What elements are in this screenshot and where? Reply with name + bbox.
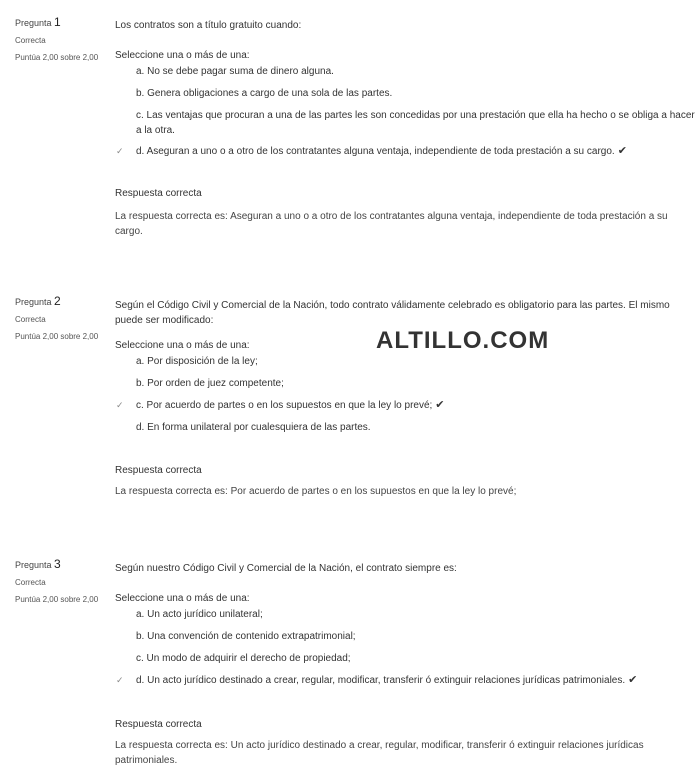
question-number-value: 1 <box>54 15 61 29</box>
answer-list <box>115 607 697 688</box>
question-number <box>15 294 105 309</box>
answer-text: b. Una convención de contenido extrapatrimonial; <box>136 631 356 642</box>
answer-option-c[interactable] <box>115 398 697 413</box>
answer-option-a[interactable] <box>115 607 697 622</box>
question-label: Pregunta <box>15 560 52 570</box>
feedback-title: Respuesta correcta <box>115 188 202 199</box>
answer-prompt: Seleccione una o más de una: <box>115 593 250 604</box>
answer-option-a[interactable] <box>115 64 697 79</box>
checkbox-checked-icon[interactable]: ✓ <box>116 675 124 685</box>
answer-text: a. Por disposición de la ley; <box>136 356 258 367</box>
answer-text: b. Por orden de juez competente; <box>136 378 284 389</box>
question-number <box>15 15 105 30</box>
answer-option-c[interactable] <box>115 651 697 666</box>
answer-option-d[interactable] <box>115 144 697 159</box>
answer-text: c. Por acuerdo de partes o en los supuestos en que la ley lo prevé; <box>136 400 433 411</box>
question-text: Según nuestro Código Civil y Comercial de la Nación, el contrato siempre es: <box>115 563 457 574</box>
answer-text: a. Un acto jurídico unilateral; <box>136 609 263 620</box>
checkbox-checked-icon[interactable]: ✓ <box>116 400 124 410</box>
answer-text: c. Las ventajas que procuran a una de las partes les son concedidas por una prestación que ella ha hecho o se obliga a hacer a la otra. <box>136 110 695 136</box>
correct-check-icon: ✔ <box>435 399 445 411</box>
question-grade: Puntúa 2,00 sobre 2,00 <box>15 332 99 341</box>
question-label: Pregunta <box>15 18 52 28</box>
feedback-text: La respuesta correcta es: Aseguran a uno o a otro de los contratantes alguna ventaja, independiente de toda prestación a su cargo. <box>115 211 668 237</box>
feedback-title: Respuesta correcta <box>115 465 202 476</box>
correct-check-icon: ✔ <box>617 145 627 157</box>
answer-text: a. No se debe pagar suma de dinero alguna. <box>136 66 334 77</box>
feedback-title: Respuesta correcta <box>115 719 202 730</box>
answer-option-b[interactable] <box>115 376 697 391</box>
watermark: ALTILLO.COM <box>376 327 550 354</box>
question-number-value: 2 <box>54 294 61 308</box>
question-number <box>15 557 105 572</box>
answer-prompt: Seleccione una o más de una: <box>115 50 250 61</box>
answer-text: b. Genera obligaciones a cargo de una sola de las partes. <box>136 88 393 99</box>
question-grade: Puntúa 2,00 sobre 2,00 <box>15 595 99 604</box>
answer-option-d[interactable] <box>115 420 697 435</box>
answer-prompt: Seleccione una o más de una: <box>115 340 250 351</box>
answer-list <box>115 64 697 159</box>
question-content <box>115 15 697 239</box>
answer-option-b[interactable] <box>115 86 697 101</box>
question-number-value: 3 <box>54 557 61 571</box>
feedback-text: La respuesta correcta es: Un acto jurídico destinado a crear, regular, modificar, transferir ó extinguir relaciones jurídicas patrimoniales. <box>115 740 644 766</box>
answer-text: d. En forma unilateral por cualesquiera de las partes. <box>136 422 371 433</box>
answer-option-d[interactable] <box>115 673 697 688</box>
correct-check-icon: ✔ <box>628 674 638 686</box>
question-info <box>15 557 105 605</box>
question-text: Según el Código Civil y Comercial de la Nación, todo contrato válidamente celebrado es obligatorio para las partes. El mismo puede ser modificado: <box>115 300 670 326</box>
answer-option-c[interactable] <box>115 108 697 138</box>
question-info <box>15 15 105 63</box>
question-content <box>115 557 697 768</box>
answer-text: c. Un modo de adquirir el derecho de propiedad; <box>136 653 351 664</box>
checkbox-checked-icon[interactable]: ✓ <box>116 146 124 156</box>
answer-option-a[interactable] <box>115 354 697 369</box>
answer-text: d. Aseguran a uno o a otro de los contratantes alguna ventaja, independiente de toda prestación a su cargo. <box>136 146 615 157</box>
answer-list <box>115 354 697 435</box>
question-state: Correcta <box>15 36 46 45</box>
question-text: Los contratos son a título gratuito cuando: <box>115 20 302 31</box>
answer-text: d. Un acto jurídico destinado a crear, regular, modificar, transferir ó extinguir relaciones jurídicas patrimoniales. <box>136 675 626 686</box>
question-state: Correcta <box>15 315 46 324</box>
question-content <box>115 294 697 499</box>
feedback-text: La respuesta correcta es: Por acuerdo de partes o en los supuestos en que la ley lo prevé; <box>115 486 517 497</box>
question-state: Correcta <box>15 578 46 587</box>
question-info <box>15 294 105 342</box>
question-grade: Puntúa 2,00 sobre 2,00 <box>15 53 99 62</box>
question-label: Pregunta <box>15 297 52 307</box>
answer-option-b[interactable] <box>115 629 697 644</box>
